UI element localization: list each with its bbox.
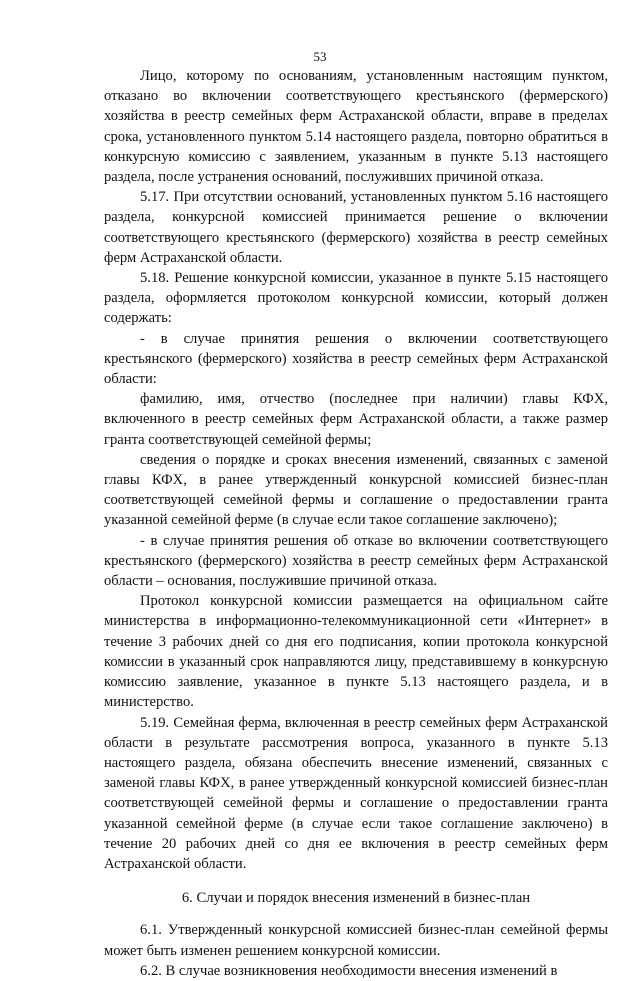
paragraph-6-1: 6.1. Утвержденный конкурсной комиссией бизнес-план семейной фермы может быть изменен решением конкурсной комиссии. <box>104 922 608 959</box>
paragraph-6-2: 6.2. В случае возникновения необходимости внесения изменений в <box>140 962 558 979</box>
paragraph-5-17: 5.17. При отсутствии оснований, установленных пунктом 5.16 настоящего раздела, конкурсной комиссией принимается решение о включении соответствующего крестьянского (фермерского) хозяйства в реестр семейных ферм Астраханской области. <box>104 189 608 266</box>
paragraph-5-18: 5.18. Решение конкурсной комиссии, указанное в пункте 5.15 настоящего раздела, оформляется протоколом конкурсной комиссии, который должен содержать: <box>104 270 608 327</box>
paragraph-refusal-reapply: Лицо, которому по основаниям, установленным настоящим пунктом, отказано во включении соответствующего крестьянского (фермерского) хозяйства в реестр семейных ферм Астраханской области, вправе в пределах срока, установленного пунктом 5.14 настоящего раздела, повторно обратиться в конкурсную комиссию с заявлением, указанным в пункте 5.13 настоящего раздела, после устранения оснований, послуживших причиной отказа. <box>104 68 608 186</box>
document-body <box>104 66 608 981</box>
paragraph-5-19: 5.19. Семейная ферма, включенная в реестр семейных ферм Астраханской области в результате рассмотрения вопроса, указанного в пункте 5.13 настоящего раздела, обязана обеспечить внесение изменений, связанных с заменой главы КФХ, в ранее утвержденный конкурсной комиссией бизнес-план соответствующей семейной фермы и соглашение о предоставлении гранта указанной семейной ферме (в случае если такое соглашение заключено) в течение 20 рабочих дней со дня ее включения в реестр семейных ферм Астраханской области. <box>104 714 608 872</box>
paragraph-protocol-publication: Протокол конкурсной комиссии размещается на официальном сайте министерства в информационно-телекоммуникационной сети «Интернет» в течение 3 рабочих дней со дня его подписания, копии протокола конкурсной комиссии в указанный срок направляются лицу, представившему в конкурсную комиссию заявление, указанное в пункте 5.13 настоящего раздела, и в министерство. <box>104 593 608 711</box>
section-heading: 6. Случаи и порядок внесения изменений в бизнес-план <box>181 890 531 907</box>
page-number: 53 <box>313 49 327 64</box>
paragraph-changes-info: сведения о порядке и сроках внесения изменений, связанных с заменой главы КФХ, в ранее утвержденный конкурсной комиссией бизнес-план соответствующей семейной фермы и соглашение о предоставлении гранта указанной семейной ферме (в случае если такое соглашение заключено); <box>104 451 608 529</box>
paragraph-refusal-case: - в случае принятия решения об отказе во включении соответствующего крестьянского (фермерского) хозяйства в реестр семейных ферм Астраханской области – основания, послужившие причиной отказа. <box>104 532 608 590</box>
paragraph-inclusion-case: - в случае принятия решения о включении соответствующего крестьянского (фермерского) хозяйства в реестр семейных ферм Астраханской области: <box>104 330 608 388</box>
paragraph-full-name-grant: фамилию, имя, отчество (последнее при наличии) главы КФХ, включенного в реестр семейных ферм Астраханской области, а также размер гранта соответствующей семейной фермы; <box>104 391 608 448</box>
